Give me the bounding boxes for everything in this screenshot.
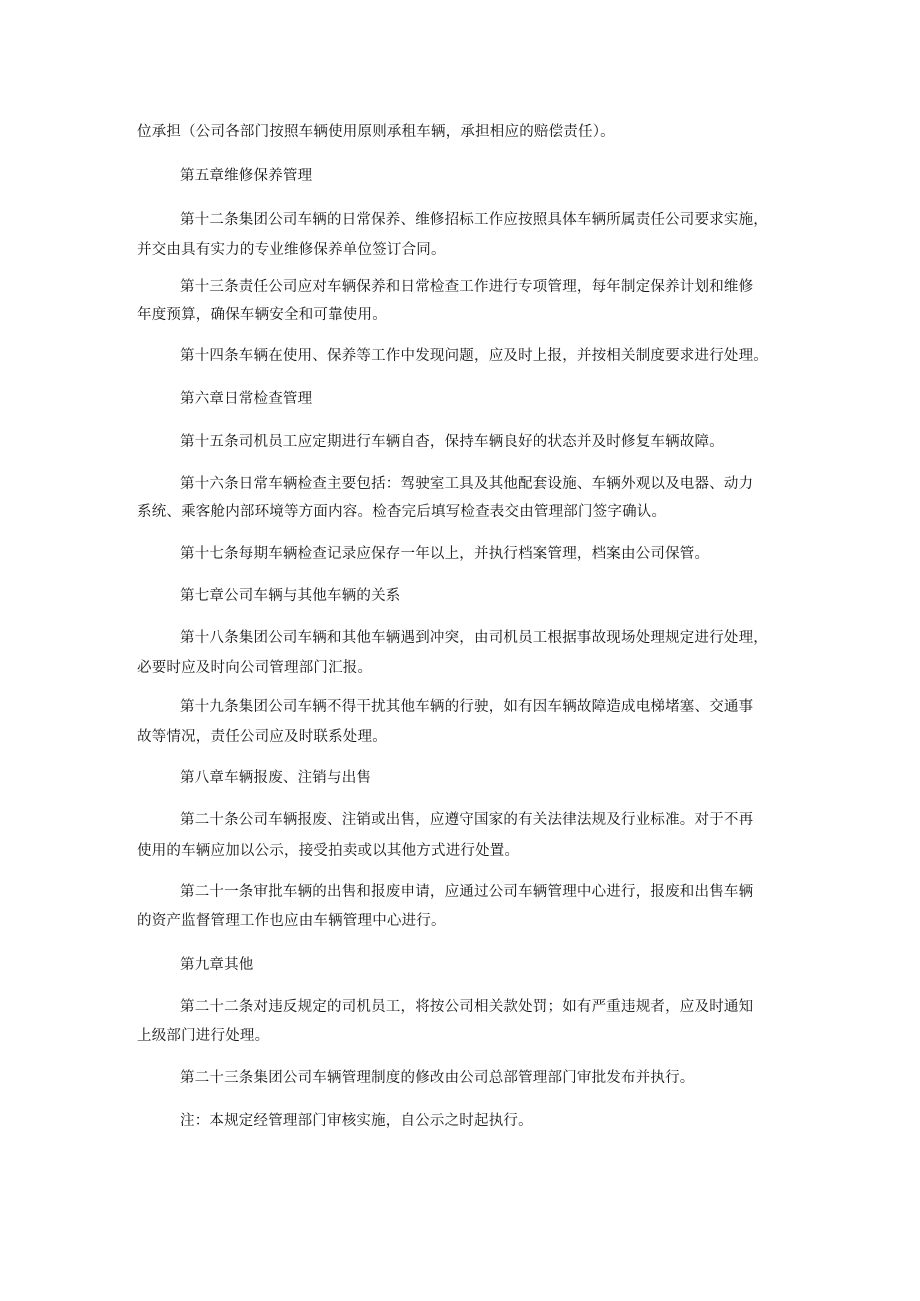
paragraph-line: 第二十二条对违反规定的司机员工，将按公司相关款处罚；如有严重违规者，应及时通知 bbox=[180, 999, 754, 1015]
paragraph-line: 第十八条集团公司车辆和其他车辆遇到冲突，由司机员工根据事故现场处理规定进行处理， bbox=[180, 630, 768, 646]
paragraph-line: 第十二条集团公司车辆的日常保养、维修招标工作应按照具体车辆所属责任公司要求实施， bbox=[180, 212, 768, 228]
paragraph-line: 第十四条车辆在使用、保养等工作中发现问题，应及时上报，并按相关制度要求进行处理。 bbox=[180, 348, 768, 364]
paragraph-line: 使用的车辆应加以公示，接受拍卖或以其他方式进行处置。 bbox=[137, 843, 520, 859]
paragraph-line: 第十三条责任公司应对车辆保养和日常检查工作进行专项管理，每年制定保养计划和维修 bbox=[180, 279, 754, 295]
paragraph-line: 第十九条集团公司车辆不得干扰其他车辆的行驶，如有因车辆故障造成电梯堵塞、交通事 bbox=[180, 699, 754, 715]
paragraph-line: 第十五条司机员工应定期进行车辆自杳，保持车辆良好的状态并及时修复车辆故障。 bbox=[180, 434, 724, 450]
paragraph-line: 第二十条公司车辆报废、注销或出售，应遵守国家的有关法律法规及行业标准。对于不再 bbox=[180, 812, 754, 828]
paragraph-line: 第二十三条集团公司车辆管理制度的修改由公司总部管理部门审批发布并执行。 bbox=[180, 1070, 695, 1086]
paragraph-line: 位承担（公司各部门按照车辆使用原则承租车辆，承担相应的赔偿责任）。 bbox=[137, 124, 615, 140]
paragraph-line: 第十七条每期车辆检查记录应保存一年以上，并执行档案管理，档案由公司保管。 bbox=[180, 546, 710, 562]
paragraph-line: 上级部门进行处理。 bbox=[137, 1028, 270, 1044]
paragraph-line: 年度预算，确保车辆安全和可靠使用。 bbox=[137, 307, 387, 323]
paragraph-line: 并交由具有实力的专业维修保养单位签订合同。 bbox=[137, 242, 446, 258]
chapter-heading: 第九章其他 bbox=[180, 957, 254, 973]
paragraph-line: 的资产监督管理工作也应由车辆管理中心进行。 bbox=[137, 913, 446, 929]
chapter-heading: 第六章日常检查管理 bbox=[180, 391, 313, 407]
paragraph-line: 系统、乘客舱内部环境等方面内容。检杳完后填写检查表交由管理部门签字确认。 bbox=[137, 504, 667, 520]
paragraph-line: 故等情况，责任公司应及时联系处理。 bbox=[137, 729, 387, 745]
paragraph-line: 必要时应及时向公司管理部门汇报。 bbox=[137, 660, 373, 676]
paragraph-line: 第十六条日常车辆检查主要包括：驾驶室工具及其他配套设施、车辆外观以及电器、动力 bbox=[180, 476, 754, 492]
chapter-heading: 第五章维修保养管理 bbox=[180, 168, 313, 184]
paragraph-line: 第二十一条审批车辆的出售和报废申请，应通过公司车辆管理中心进行，报废和出售车辆 bbox=[180, 884, 754, 900]
note-line: 注：本规定经管理部门审核实施，自公示之时起执行。 bbox=[180, 1113, 533, 1129]
chapter-heading: 第八章车辆报废、注销与出售 bbox=[180, 770, 372, 786]
chapter-heading: 第七章公司车辆与其他车辆的关系 bbox=[180, 588, 401, 604]
